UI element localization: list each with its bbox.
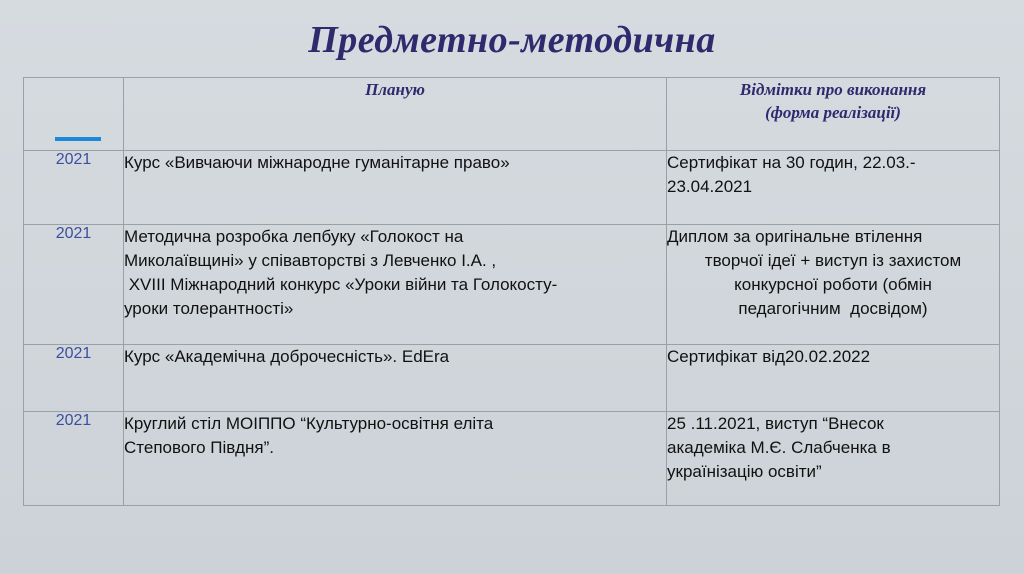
row-year: 2021	[24, 151, 124, 225]
table-row	[24, 225, 1000, 345]
table-row	[24, 151, 1000, 225]
row-year: 2021	[24, 345, 124, 412]
plan-table	[23, 77, 1000, 506]
page-title: Предметно-методична	[308, 19, 716, 61]
row-plan: Круглий стіл МОІППО “Культурно-освітня еліта Степового Півдня”.	[124, 412, 667, 506]
row-year: 2021	[24, 225, 124, 345]
table-row	[24, 412, 1000, 506]
row-result: Сертифікат на 30 годин, 22.03.- 23.04.2021	[667, 151, 1000, 225]
row-plan: Курс «Академічна доброчесність». EdEra	[124, 345, 667, 412]
row-plan: Курс «Вивчаючи міжнародне гуманітарне право»	[124, 151, 667, 225]
header-marks: Відмітки про виконання (форма реалізації)	[667, 78, 1000, 151]
row-year: 2021	[24, 412, 124, 506]
header-year	[24, 78, 124, 151]
table-row	[24, 345, 1000, 412]
row-result: Диплом за оригінальне втілення творчої ідеї + виступ із захистом конкурсної роботи (обмін педагогічним досвідом)	[667, 225, 1000, 345]
table-header-row	[24, 78, 1000, 151]
row-result: Сертифікат від20.02.2022	[667, 345, 1000, 412]
header-plan: Планую	[124, 78, 667, 151]
accent-dash	[55, 137, 101, 141]
row-result: 25 .11.2021, виступ “Внесок академіка М.Є. Слабченка в українізацію освіти”	[667, 412, 1000, 506]
row-plan: Методична розробка лепбуку «Голокост на Миколаївщині» у співавторстві з Левченко І.А. , XVIII Міжнародний конкурс «Уроки війни та Голокосту- уроки толерантності»	[124, 225, 667, 345]
